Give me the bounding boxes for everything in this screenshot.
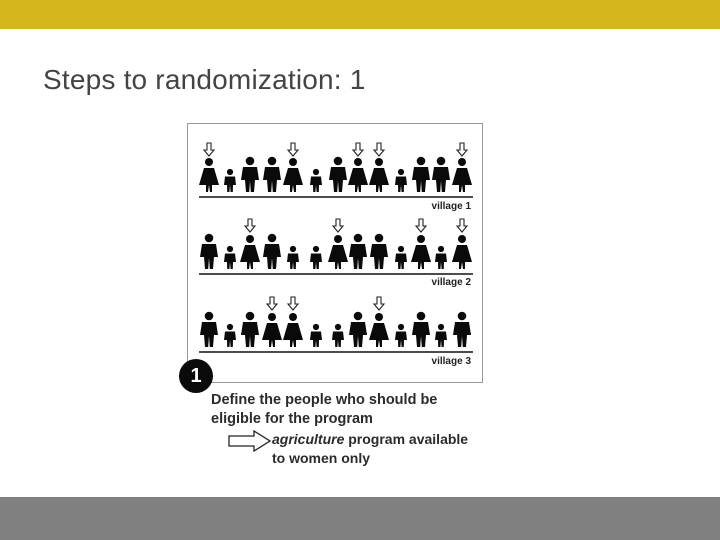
- eligibility-rule-text: [272, 430, 468, 468]
- rule-line-2: to women only: [272, 450, 370, 466]
- rule-rest: program available: [344, 431, 469, 447]
- villages-illustration: [187, 123, 483, 383]
- step-description: [211, 391, 531, 429]
- step-description-line-2: eligible for the program: [211, 411, 373, 427]
- slide-title: Steps to randomization: 1: [43, 64, 366, 95]
- village-label: village 2: [431, 277, 471, 288]
- village-label: village 1: [431, 201, 471, 212]
- top-accent-bar: [0, 0, 720, 29]
- village-label: village 3: [431, 356, 471, 367]
- step-number-badge: 1: [179, 359, 213, 393]
- villages-figure: [187, 123, 483, 383]
- right-arrow-icon: [228, 430, 272, 452]
- bottom-footer-bar: [0, 497, 720, 540]
- rule-emphasis: agriculture: [272, 431, 345, 447]
- step-description-line-1: Define the people who should be: [211, 392, 438, 408]
- eligibility-rule: [228, 430, 528, 470]
